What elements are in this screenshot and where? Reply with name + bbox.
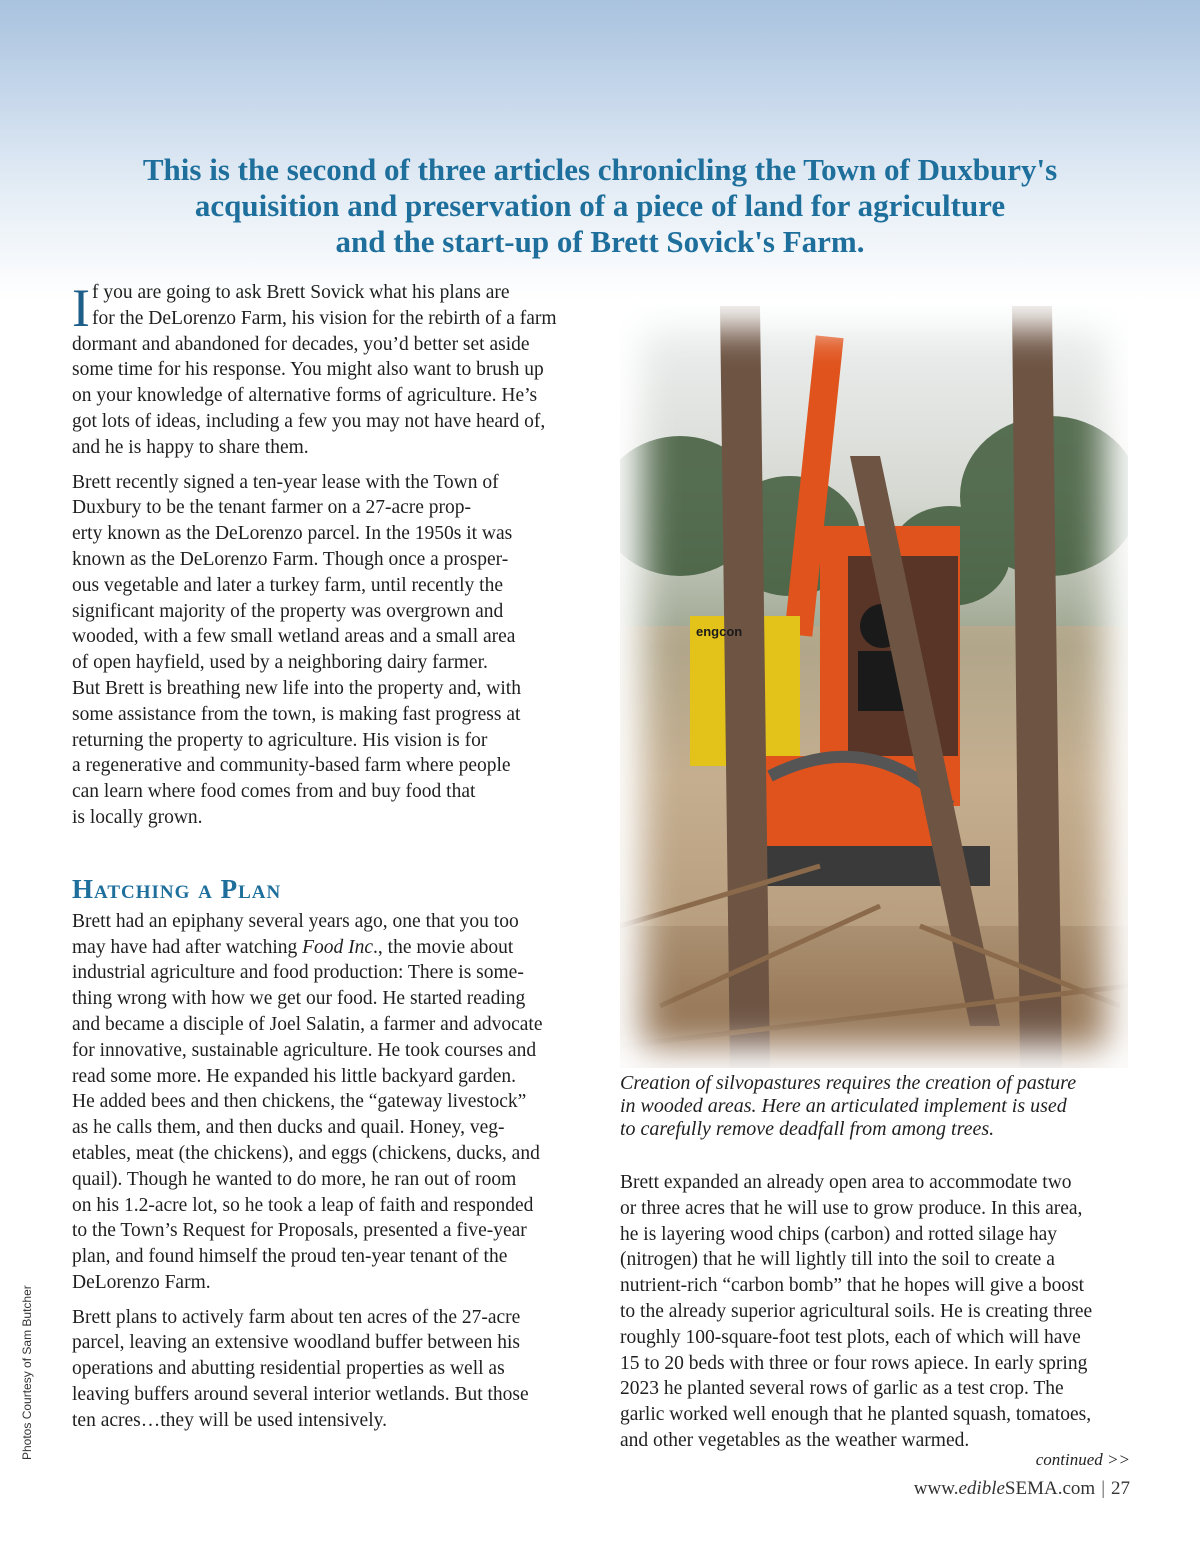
epiphany-text-start: Brett had an epiphany several years ago, one that you too may have had after watching — [72, 910, 519, 958]
page-number: 27 — [1111, 1478, 1130, 1499]
footer-url-prefix: www. — [913, 1478, 959, 1499]
intro-text: f you are going to ask Brett Sovick what his plans are for the DeLorenzo Farm, his vision for the rebirth of a farm dormant and abandoned for decades, you’d better set aside some time for his response. You might also want to brush up on your knowledge of alternative forms of agriculture. He’s got lots of ideas, including a few you may not have heard of, and he is happy to share them. — [72, 282, 557, 458]
acreage-paragraph: Brett plans to actively farm about ten acres of the 27-acre parcel, leaving an extensive woodland buffer between his operations and abutting residential properties as well as leaving buffers around several interior wetlands. But those ten acres…they will be used intensively. — [72, 1306, 529, 1431]
intro-paragraph — [72, 280, 592, 461]
drop-cap: I — [72, 278, 90, 338]
footer-url-brand: SEMA — [1004, 1478, 1058, 1499]
right-column-paragraph: Brett expanded an already open area to accommodate two or three acres that he will use to grow produce. In this area, he is layering wood chips (carbon) and rotted silage hay (nitrogen) that he will lightly till into the soil to create a nutrient-rich “carbon bomb” that he hopes will give a boost to the already superior agricultural soils. He is creating three roughly 100-square-foot test plots, each of which will have 15 to 20 beds with three or four rows apiece. In early spring 2023 he planted several rows of garlic as a test crop. The garlic worked well enough that he planted squash, tomatoes, and other vegetables as the weather warmed. — [620, 1172, 1093, 1451]
photo-illustration — [620, 306, 1128, 1068]
excavator-photo — [620, 306, 1128, 1068]
footer-url-suffix: .com — [1057, 1478, 1096, 1499]
photo-credit: Photos Courtesy of Sam Butcher — [20, 1285, 34, 1460]
film-title: Food Inc — [302, 936, 374, 958]
section-heading: Hatching a Plan — [72, 873, 282, 904]
photo-caption: Creation of silvopastures requires the creation of pasture in wooded areas. Here an articulated implement is used to carefully remove deadfall from among trees. — [620, 1072, 1077, 1140]
continued-marker: continued >> — [1035, 1450, 1130, 1469]
lease-paragraph: Brett recently signed a ten-year lease with the Town of Duxbury to be the tenant farmer on a 27-acre prop- erty known as the DeLorenzo parcel. In the 1950s it was known as the DeLorenzo Farm. Though once a prosper- ous vegetable and later a turkey farm, until recently the significant majority of the property was overgrown and wooded, with a few small wetland areas and a small area of open hayfield, used by a neighboring dairy farmer. But Brett is breathing new life into the property and, with some assistance from the town, is making fast progress at returning the property to agriculture. His vision is for a regenerative and community-based farm where people can learn where food comes from and buy food that is locally grown. — [72, 471, 521, 828]
left-column — [72, 280, 592, 1443]
page-footer — [914, 1478, 1130, 1500]
footer-url-italic: edible — [958, 1478, 1005, 1499]
epiphany-text-end: ., the movie about industrial agriculture and food production: There is some- thing wrong with how we get our food. He started reading and became a disciple of Joel Salatin, a farmer and advocate for innovative, sustainable agriculture. He took courses and read some more. He expanded his little backyard garden. He added bees and then chickens, the “gateway livestock” as he calls them, and then ducks and quail. Honey, veg- etables, meat (the chickens), and eggs (chickens, ducks, and quail). Though he wanted to do more, he ran out of room on his 1.2-acre lot, so he took a leap of faith and responded to the Town’s Request for Proposals, presented a five-year plan, and found himself the proud ten-year tenant of the DeLorenzo Farm. — [72, 936, 543, 1293]
epiphany-paragraph — [72, 909, 592, 1296]
article-headline: This is the second of three articles chronicling the Town of Duxbury's acquisition and preservation of a piece of land for agriculture and the start-up of Brett Sovick's Farm. — [142, 152, 1058, 259]
machine-brand-label: engcon — [696, 624, 743, 639]
footer-separator: | — [1101, 1478, 1105, 1499]
